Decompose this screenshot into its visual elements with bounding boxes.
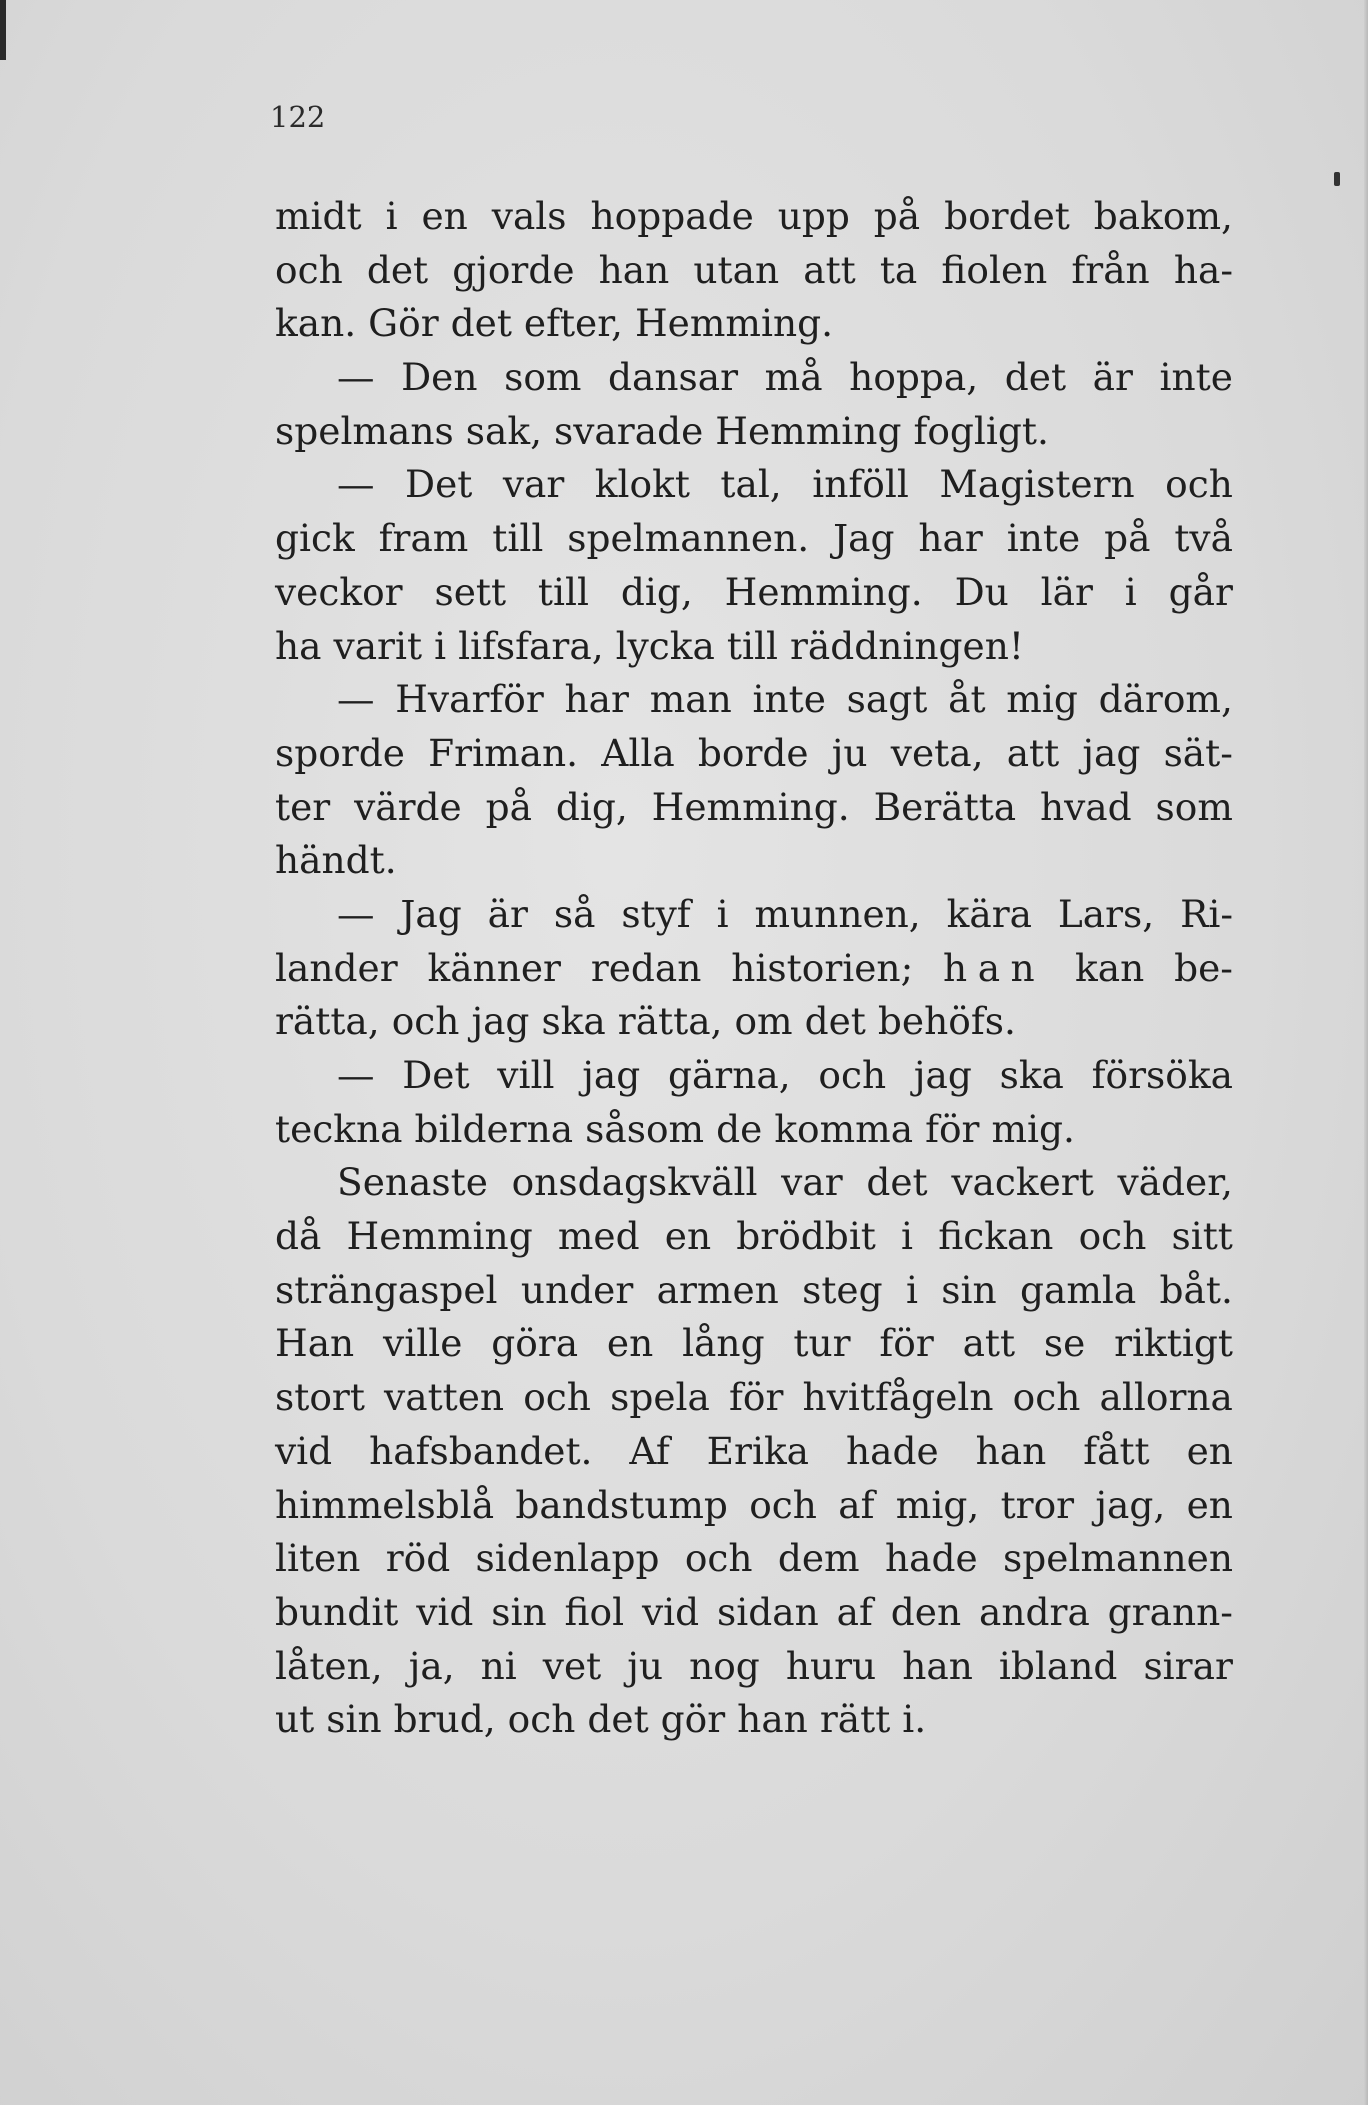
word: af [838, 1482, 875, 1527]
word: ter [275, 784, 331, 829]
word: röd [385, 1536, 451, 1581]
word: man [649, 677, 732, 722]
word: rätt [819, 1697, 891, 1742]
word: om [734, 999, 793, 1044]
word: för [729, 1375, 784, 1420]
word: väder, [1117, 1160, 1233, 1205]
word: han [975, 1428, 1047, 1473]
word: lycka [615, 623, 715, 668]
word: — [337, 677, 375, 722]
word: ha [275, 623, 322, 668]
word: redan [590, 945, 702, 990]
word: tur [793, 1321, 851, 1366]
word: vackert [951, 1160, 1094, 1205]
word: Det [402, 1053, 470, 1097]
word: Hemming [346, 1214, 533, 1259]
word: kan. [275, 301, 357, 346]
word: en [1186, 1428, 1233, 1473]
word: låten, [275, 1643, 383, 1688]
word: till [492, 516, 544, 561]
word: sitt [1171, 1214, 1233, 1259]
word: fickan [938, 1214, 1054, 1259]
text-line [275, 297, 1233, 351]
word: behöfs. [877, 999, 1016, 1044]
word: Han [275, 1321, 355, 1366]
word: inföll [812, 462, 909, 507]
word: — [337, 355, 375, 400]
word: upp [777, 194, 850, 238]
word: i [901, 1214, 914, 1259]
word: midt [275, 194, 362, 238]
word: Erika [706, 1428, 810, 1473]
word: sirar [1143, 1643, 1233, 1688]
word: spelmannen [1002, 1536, 1233, 1581]
word: till [726, 623, 778, 668]
word: det [866, 1160, 928, 1205]
word: efter, [523, 301, 623, 346]
word: Berätta [873, 784, 1017, 829]
text-line [275, 1103, 1233, 1157]
word: Jag [400, 891, 462, 936]
word: dig, [620, 569, 693, 614]
word: ska [541, 999, 606, 1044]
word: ville [383, 1321, 463, 1366]
ink-speck [1334, 172, 1340, 186]
word: för [879, 1321, 934, 1366]
text-line [275, 781, 1233, 835]
scan-edge-right [1364, 0, 1368, 2105]
word: rätta, [617, 999, 723, 1044]
word: och [1078, 1214, 1147, 1259]
word: och [684, 1536, 753, 1581]
text-line [275, 1049, 1233, 1103]
word: och [275, 247, 343, 292]
word: går [1168, 569, 1233, 614]
word: försöka [1091, 1053, 1233, 1097]
word: han [943, 945, 1046, 990]
text-line [275, 942, 1233, 996]
word: ska [999, 1053, 1064, 1097]
word: spelmannen. [567, 516, 810, 561]
word: mig, [895, 1482, 980, 1527]
word: på [485, 784, 532, 829]
word: under [520, 1267, 634, 1312]
word: räddningen! [789, 623, 1024, 668]
word: liten [275, 1536, 361, 1581]
word: strängaspel [275, 1267, 498, 1312]
word: sidan [717, 1589, 819, 1634]
word: jag, [1095, 1482, 1166, 1527]
word: var [502, 462, 565, 507]
word: Den [401, 355, 478, 400]
word: se [1043, 1321, 1086, 1366]
word: nog [689, 1643, 760, 1688]
body-text [275, 190, 1233, 1747]
word: med [557, 1214, 640, 1259]
word: en [421, 194, 468, 238]
word: att [803, 247, 856, 292]
word: från [1071, 247, 1150, 292]
word: Du [954, 569, 1009, 614]
word: och [749, 1482, 817, 1527]
word: spelmans [275, 408, 454, 453]
word: värde [354, 784, 462, 829]
word: mig. [991, 1106, 1075, 1151]
text-line [275, 1210, 1233, 1264]
word: armen [656, 1267, 779, 1312]
text-line [275, 1532, 1233, 1586]
word: vill [497, 1053, 555, 1097]
word: de [716, 1106, 763, 1151]
word: och [523, 1375, 591, 1420]
word: som [504, 355, 582, 400]
text-line [275, 351, 1233, 405]
word: på [873, 194, 921, 238]
word: lär [1040, 569, 1093, 614]
word: sin [491, 1589, 547, 1634]
word: Jag [833, 516, 895, 561]
word: andra [979, 1589, 1090, 1634]
text-line [275, 1640, 1233, 1694]
text-line [275, 1264, 1233, 1318]
word: var [781, 1160, 843, 1205]
word: Af [629, 1428, 670, 1473]
text-line [275, 834, 1233, 888]
word: Hemming. [724, 569, 923, 614]
word: bordet [944, 194, 1070, 238]
word: gamla [1019, 1267, 1137, 1312]
word: Hvarför [395, 677, 544, 722]
text-line [275, 727, 1233, 781]
word: att [962, 1321, 1016, 1366]
word: och [507, 1697, 576, 1742]
word: vid [416, 1589, 474, 1634]
word: göra [491, 1321, 579, 1366]
word: vet [542, 1643, 602, 1688]
text-line [275, 995, 1233, 1049]
word: vals [491, 194, 567, 238]
text-line [275, 244, 1233, 298]
word: veckor [275, 569, 403, 614]
word: bundit [275, 1589, 399, 1634]
word: det [366, 247, 429, 292]
word: sät- [1163, 730, 1233, 775]
word: hoppade [590, 194, 754, 238]
word: onsdagskväll [511, 1160, 758, 1205]
word: Det [405, 462, 473, 507]
text-line [275, 888, 1233, 942]
text-line [275, 405, 1233, 459]
word: ibland [998, 1643, 1118, 1688]
word: då [275, 1214, 322, 1259]
word: lifsfara, [458, 623, 604, 668]
word: för [925, 1106, 980, 1151]
word: bilderna [414, 1106, 574, 1151]
word: tal, [720, 462, 782, 507]
text-line [275, 566, 1233, 620]
word: fått [1083, 1428, 1150, 1473]
text-line [275, 673, 1233, 727]
word: borde [697, 730, 809, 775]
word: spela [610, 1375, 710, 1420]
word: det [450, 301, 512, 346]
word: lander [275, 945, 398, 990]
word: må [764, 355, 823, 400]
word: vid [275, 1428, 333, 1473]
word: Hemming [715, 408, 902, 453]
word: sidenlapp [475, 1536, 660, 1581]
word: i [905, 1267, 918, 1312]
word: be- [1174, 945, 1233, 990]
word: komma [774, 1106, 914, 1151]
word: dansar [608, 355, 739, 400]
word: dig, [555, 784, 628, 829]
word: har [918, 516, 983, 561]
word: som [1155, 784, 1233, 829]
word: åt [948, 677, 986, 722]
word: rätta, [275, 999, 380, 1044]
word: svarade [554, 408, 704, 453]
word: att [1006, 730, 1060, 775]
word: ta [879, 247, 918, 292]
word: inte [752, 677, 826, 722]
word: hafsbandet. [369, 1428, 593, 1473]
word: sett [434, 569, 507, 614]
word: kära [946, 891, 1032, 936]
word: gärna, [667, 1053, 791, 1097]
word: hade [845, 1428, 939, 1473]
word: jag [582, 1053, 641, 1097]
word: gör [660, 1697, 726, 1742]
word: stort [275, 1375, 365, 1420]
text-line [275, 1371, 1233, 1425]
word: klokt [594, 462, 690, 507]
word: är [487, 891, 528, 936]
word: Gör [368, 301, 439, 346]
word: i [716, 891, 729, 936]
text-line [275, 1425, 1233, 1479]
word: såsom [585, 1106, 705, 1151]
word: brud, [393, 1697, 496, 1742]
word: huru [785, 1643, 877, 1688]
word: två [1174, 516, 1233, 561]
word: Ri- [1180, 891, 1233, 936]
word: känner [427, 945, 561, 990]
text-line [275, 1317, 1233, 1371]
word: ja, [408, 1643, 455, 1688]
word: på [1104, 516, 1151, 561]
word: så [553, 891, 596, 936]
word: Magistern [939, 462, 1135, 507]
word: bakom, [1093, 194, 1233, 238]
word: af [836, 1589, 873, 1634]
word: en [664, 1214, 712, 1259]
word: i. [902, 1697, 927, 1742]
word: gjorde [452, 247, 575, 292]
word: varit [333, 623, 423, 668]
word: — [337, 891, 375, 936]
word: han [902, 1643, 973, 1688]
word: och [818, 1053, 887, 1097]
word: jag [913, 1053, 972, 1097]
text-line [275, 1693, 1233, 1747]
word: utan [693, 247, 780, 292]
word: mig [1006, 677, 1078, 722]
word: lång [682, 1321, 765, 1366]
text-line [275, 458, 1233, 512]
text-line [275, 512, 1233, 566]
word: kan [1075, 945, 1145, 990]
word: Lars, [1057, 891, 1155, 936]
word: och [391, 999, 460, 1044]
word: — [337, 1053, 375, 1097]
word: en [1186, 1482, 1233, 1527]
text-line [275, 1156, 1233, 1210]
word: grann- [1107, 1589, 1233, 1634]
word: det [1004, 355, 1067, 400]
word: och [1165, 462, 1233, 507]
word: hoppa, [849, 355, 979, 400]
word: brödbit [736, 1214, 876, 1259]
word: i [385, 194, 398, 238]
scan-edge-left [0, 0, 6, 60]
word: en [606, 1321, 654, 1366]
text-line [275, 1586, 1233, 1640]
word: hvad [1039, 784, 1132, 829]
word: Alla [601, 730, 675, 775]
word: sin [941, 1267, 997, 1312]
word: — [337, 462, 375, 507]
word: teckna [275, 1106, 403, 1151]
word: båt. [1159, 1267, 1233, 1312]
word: inte [1006, 516, 1081, 561]
word: munnen, [754, 891, 921, 936]
word: ju [627, 1643, 664, 1688]
word: veta, [890, 730, 984, 775]
word: det [804, 999, 866, 1044]
word: fogligt. [913, 408, 1049, 453]
word: Friman. [428, 730, 579, 775]
word: dem [777, 1536, 860, 1581]
word: gick [275, 516, 355, 561]
word: vid [642, 1589, 700, 1634]
word: därom, [1098, 677, 1233, 722]
word: han [737, 1697, 808, 1742]
word: sin [326, 1697, 382, 1742]
word: ni [480, 1643, 517, 1688]
word: ju [831, 730, 868, 775]
word: i [1124, 569, 1137, 614]
text-line [275, 620, 1233, 674]
word: tror [1000, 1482, 1075, 1527]
word: fram [378, 516, 469, 561]
word: inte [1159, 355, 1233, 400]
word: bandstump [515, 1482, 728, 1527]
word: den [890, 1589, 962, 1634]
word: fiolen [941, 247, 1048, 292]
word: ha- [1173, 247, 1233, 292]
word: Hemming. [634, 301, 834, 346]
word: till [537, 569, 589, 614]
word: sak, [465, 408, 542, 453]
word: fiol [564, 1589, 625, 1634]
word: hade [884, 1536, 978, 1581]
word: riktigt [1114, 1321, 1233, 1366]
word: och [1012, 1375, 1081, 1420]
word: Senaste [337, 1160, 488, 1205]
text-line [275, 190, 1233, 244]
word: han [598, 247, 670, 292]
word: ut [275, 1697, 315, 1742]
word: steg [802, 1267, 883, 1312]
word: hvitfågeln [802, 1375, 994, 1420]
word: himmelsblå [275, 1482, 495, 1527]
word: allorna [1099, 1375, 1233, 1420]
word: i [434, 623, 447, 668]
page-number: 122 [270, 100, 326, 134]
word: är [1092, 355, 1133, 400]
word: historien; [731, 945, 914, 990]
word: sagt [846, 677, 928, 722]
word: vatten [384, 1375, 505, 1420]
word: har [564, 677, 629, 722]
word: styf [621, 891, 691, 936]
text-line [275, 1479, 1233, 1533]
word: jag [1082, 730, 1141, 775]
word: jag [471, 999, 530, 1044]
word: händt. [275, 838, 397, 883]
word: Hemming. [651, 784, 850, 829]
word: sporde [275, 730, 405, 775]
word: det [587, 1697, 649, 1742]
